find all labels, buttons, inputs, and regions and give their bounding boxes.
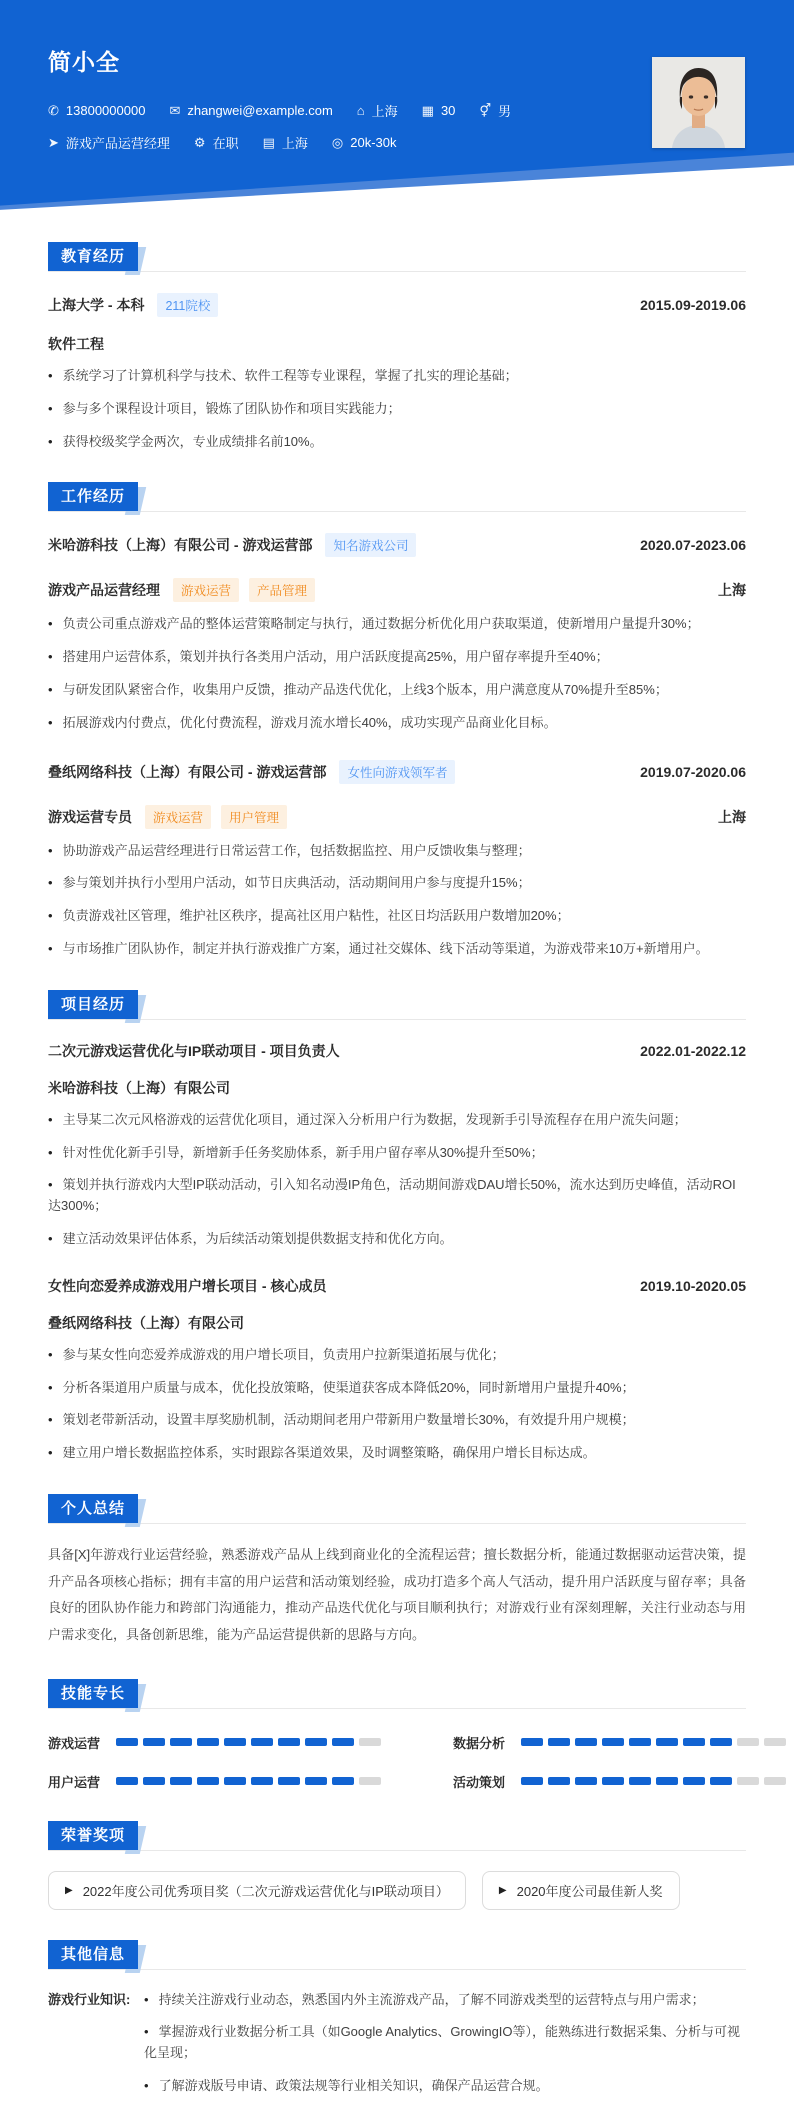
contact-row-1 xyxy=(48,101,746,120)
work-entry-1-header xyxy=(48,533,746,557)
skill-segment xyxy=(737,1738,759,1746)
skill-name: 用户运营 xyxy=(48,1774,101,1790)
bullet-item: • 负责游戏社区管理，维护社区秩序，提高社区用户粘性，社区日均活跃用户数增加20%； xyxy=(48,906,746,927)
role-tag: 用户管理 xyxy=(221,805,287,829)
email-item xyxy=(169,103,332,118)
bullet-item: • 参与多个课程设计项目，锻炼了团队协作和项目实践能力； xyxy=(48,399,746,420)
skills-grid xyxy=(48,1713,746,1791)
bullet-item: • 与市场推广团队协作，制定并执行游戏推广方案，通过社交媒体、线下活动等渠道，为游戏带来10万+新增用户。 xyxy=(48,939,746,960)
section-skills-title: 技能专长 xyxy=(48,1679,138,1708)
skill-segment xyxy=(278,1738,300,1746)
company-tag: 女性向游戏领军者 xyxy=(339,760,455,784)
bullet-item: • 策划并执行游戏内大型IP联动活动，引入知名动漫IP角色，活动期间游戏DAU增长50%，流水达到历史峰值，活动ROI达300%； xyxy=(48,1175,746,1217)
school-tag: 211院校 xyxy=(157,293,218,317)
skill-name: 数据分析 xyxy=(453,1735,506,1751)
work-date: 2020.07-2023.06 xyxy=(640,537,746,554)
work-entry-1-bullet-list xyxy=(48,614,746,733)
skill-segment xyxy=(278,1777,300,1785)
play-arrow-icon: ▶ xyxy=(65,1884,73,1896)
work-city-item xyxy=(263,133,308,152)
project-title: 女性向恋爱养成游戏用户增长项目 - 核心成员 xyxy=(48,1277,327,1294)
role-tag: 产品管理 xyxy=(249,578,315,602)
skill-level-bar xyxy=(521,1777,786,1785)
section-project-title: 项目经历 xyxy=(48,990,138,1019)
skill-level-bar xyxy=(521,1738,786,1746)
project-entry-2-header xyxy=(48,1276,746,1296)
status-icon: ⚙ xyxy=(193,135,206,150)
bullet-item: • 主导某二次元风格游戏的运营优化项目，通过深入分析用户行为数据，发现新手引导流程存在用户流失问题； xyxy=(48,1110,746,1131)
gender-icon: ⚥ xyxy=(479,103,492,118)
job-status-item xyxy=(194,133,239,152)
skill-segment xyxy=(629,1738,651,1746)
section-summary-title: 个人总结 xyxy=(48,1494,138,1523)
skill-segment xyxy=(521,1777,543,1785)
section-work-header xyxy=(48,482,746,512)
skill-level-bar xyxy=(116,1738,381,1746)
work-city-value: 上海 xyxy=(281,136,308,151)
skill-segment xyxy=(305,1777,327,1785)
salary-item xyxy=(332,135,397,150)
phone-item xyxy=(48,103,145,118)
school-name: 上海大学 - 本科 xyxy=(48,297,145,313)
section-honors-header xyxy=(48,1821,746,1851)
position-icon: ➤ xyxy=(48,135,59,150)
phone-value: 13800000000 xyxy=(65,103,146,118)
skill-row xyxy=(48,1733,381,1752)
project-date: 2022.01-2022.12 xyxy=(640,1042,746,1059)
skill-segment xyxy=(224,1738,246,1746)
bullet-item: • 分析各渠道用户质量与成本，优化投放策略，使渠道获客成本降低20%，同时新增用户量提升40%； xyxy=(48,1378,746,1399)
work-location: 上海 xyxy=(718,582,746,599)
bullet-item: • 掌握游戏行业数据分析工具（如Google Analytics、GrowingIO等），能熟练进行数据采集、分析与可视化呈现； xyxy=(144,2022,746,2064)
project-entry-2-bullet-list xyxy=(48,1345,746,1464)
skill-row xyxy=(453,1772,786,1791)
honor-text: 2022年度公司优秀项目奖（二次元游戏运营优化与IP联动项目） xyxy=(82,1883,449,1899)
bullet-item: • 参与策划并执行小型用户活动，如节日庆典活动，活动期间用户参与度提升15%； xyxy=(48,873,746,894)
bullet-item: • 针对性优化新手引导，新增新手任务奖励体系，新手用户留存率从30%提升至50%； xyxy=(48,1143,746,1164)
section-education-header xyxy=(48,242,746,272)
skill-segment xyxy=(251,1738,273,1746)
phone-icon: ✆ xyxy=(48,103,59,118)
role-tag: 游戏运营 xyxy=(173,578,239,602)
salary-value: 20k-30k xyxy=(350,135,397,150)
skill-row xyxy=(453,1733,786,1752)
skill-segment xyxy=(629,1777,651,1785)
skill-segment xyxy=(359,1738,381,1746)
skill-segment xyxy=(143,1738,165,1746)
honors-row xyxy=(48,1871,746,1910)
project-company: 米哈游科技（上海）有限公司 xyxy=(48,1079,230,1096)
bullet-item: • 搭建用户运营体系，策划并执行各类用户活动，用户活跃度提高25%，用户留存率提升至40%； xyxy=(48,647,746,668)
skill-name: 活动策划 xyxy=(453,1774,506,1790)
other-info-bullet-list xyxy=(144,1990,746,2097)
skill-segment xyxy=(332,1738,354,1746)
resume-body xyxy=(0,242,794,2123)
skill-segment xyxy=(332,1777,354,1785)
gender-value: 男 xyxy=(498,104,512,119)
project-company: 叠纸网络科技（上海）有限公司 xyxy=(48,1314,244,1331)
skill-segment xyxy=(359,1777,381,1785)
project-entry-1-bullet-list xyxy=(48,1110,746,1250)
work-location: 上海 xyxy=(718,808,746,825)
bullet-item: • 持续关注游戏行业动态，熟悉国内外主流游戏产品，了解不同游戏类型的运营特点与用户需求； xyxy=(144,1990,746,2011)
job-status-value: 在职 xyxy=(212,136,239,151)
work-entry-2-header xyxy=(48,760,746,784)
work-entry-1-role-row xyxy=(48,578,746,602)
section-honors-title: 荣誉奖项 xyxy=(48,1821,138,1850)
skill-segment xyxy=(116,1777,138,1785)
hero-header xyxy=(0,0,794,212)
education-major: 软件工程 xyxy=(48,336,104,352)
honor-card xyxy=(48,1871,466,1910)
bullet-item: • 系统学习了计算机科学与技术、软件工程等专业课程，掌握了扎实的理论基础； xyxy=(48,366,746,387)
gender-item xyxy=(479,101,511,120)
skill-segment xyxy=(683,1777,705,1785)
other-info-block xyxy=(48,1990,746,2097)
role-tag: 游戏运营 xyxy=(145,805,211,829)
company-name: 米哈游科技（上海）有限公司 - 游戏运营部 xyxy=(48,537,313,554)
building-icon: ▤ xyxy=(262,135,275,150)
skill-segment xyxy=(602,1777,624,1785)
skill-segment xyxy=(197,1777,219,1785)
bullet-item: • 了解游戏版号申请、政策法规等行业相关知识，确保产品运营合规。 xyxy=(144,2076,746,2097)
honor-text: 2020年度公司最佳新人奖 xyxy=(516,1883,663,1899)
home-city-value: 上海 xyxy=(371,104,398,119)
company-tag: 知名游戏公司 xyxy=(325,533,416,557)
email-icon: ✉ xyxy=(169,103,181,118)
skill-segment xyxy=(656,1738,678,1746)
role-title: 游戏运营专员 xyxy=(48,808,132,825)
skill-segment xyxy=(764,1777,786,1785)
salary-icon: ◎ xyxy=(331,135,344,150)
skill-segment xyxy=(656,1777,678,1785)
skill-segment xyxy=(548,1738,570,1746)
skill-segment xyxy=(710,1777,732,1785)
skill-segment xyxy=(224,1777,246,1785)
skill-segment xyxy=(170,1738,192,1746)
home-icon: ⌂ xyxy=(356,103,365,118)
email-value: zhangwei@example.com xyxy=(187,103,333,118)
bullet-item: • 与研发团队紧密合作，收集用户反馈，推动产品迭代优化，上线3个版本，用户满意度从70%提升至85%； xyxy=(48,680,746,701)
skill-segment xyxy=(548,1777,570,1785)
section-other-header xyxy=(48,1940,746,1970)
skill-segment xyxy=(764,1738,786,1746)
contact-row-2 xyxy=(48,133,746,152)
project-date: 2019.10-2020.05 xyxy=(640,1277,746,1294)
project-entry-1-header xyxy=(48,1041,746,1061)
summary-paragraph: 具备[X]年游戏行业运营经验，熟悉游戏产品从上线到商业化的全流程运营；擅长数据分析，能通过数据驱动运营决策，提升产品各项核心指标；拥有丰富的用户运营和活动策划经验，成功打造多个高人气活动，提升用户活跃度与留存率；具备良好的团队协作能力和跨部门沟通能力，推动产品迭代优化与项目顺利执行；对游戏行业有深刻理解，关注行业动态与用户需求变化，具备创新思维，能为产品运营提供新的思路与方向。 xyxy=(48,1546,746,1642)
work-entry-2-role-row xyxy=(48,805,746,829)
skill-segment xyxy=(710,1738,732,1746)
skill-segment xyxy=(116,1738,138,1746)
target-position-value: 游戏产品运营经理 xyxy=(65,136,170,151)
bullet-item: • 建立用户增长数据监控体系，实时跟踪各渠道效果，及时调整策略，确保用户增长目标达成。 xyxy=(48,1443,746,1464)
bullet-item: • 负责公司重点游戏产品的整体运营策略制定与执行，通过数据分析优化用户获取渠道，使新增用户量提升30%； xyxy=(48,614,746,635)
candidate-name: 简小全 xyxy=(48,49,120,75)
skill-segment xyxy=(197,1738,219,1746)
section-project-header xyxy=(48,990,746,1020)
education-entry-header xyxy=(48,293,746,317)
skill-segment xyxy=(521,1738,543,1746)
profile-photo xyxy=(652,57,745,148)
bullet-item: • 建立活动效果评估体系，为后续活动策划提供数据支持和优化方向。 xyxy=(48,1229,746,1250)
skill-segment xyxy=(143,1777,165,1785)
role-title: 游戏产品运营经理 xyxy=(48,582,160,599)
skill-segment xyxy=(575,1738,597,1746)
project-title: 二次元游戏运营优化与IP联动项目 - 项目负责人 xyxy=(48,1042,340,1059)
bullet-item: • 获得校级奖学金两次，专业成绩排名前10%。 xyxy=(48,432,746,453)
bullet-item: • 策划老带新活动，设置丰厚奖励机制，活动期间老用户带新用户数量增长30%，有效提升用户规模； xyxy=(48,1410,746,1431)
skill-segment xyxy=(683,1738,705,1746)
education-date: 2015.09-2019.06 xyxy=(640,297,746,313)
section-skills-header xyxy=(48,1679,746,1709)
age-icon: ▦ xyxy=(421,103,434,118)
work-date: 2019.07-2020.06 xyxy=(640,763,746,780)
section-summary-header xyxy=(48,1494,746,1524)
target-position-item xyxy=(48,133,170,152)
skill-row xyxy=(48,1772,381,1791)
age-value: 30 xyxy=(440,103,456,118)
company-name: 叠纸网络科技（上海）有限公司 - 游戏运营部 xyxy=(48,763,327,780)
skill-segment xyxy=(251,1777,273,1785)
education-bullet-list xyxy=(48,366,746,452)
bullet-item: • 拓展游戏内付费点，优化付费流程，游戏月流水增长40%，成功实现产品商业化目标。 xyxy=(48,713,746,734)
other-info-label: 游戏行业知识: xyxy=(48,1991,131,2007)
bullet-item: • 参与某女性向恋爱养成游戏的用户增长项目，负责用户拉新渠道拓展与优化； xyxy=(48,1345,746,1366)
honor-card xyxy=(482,1871,680,1910)
skill-segment xyxy=(575,1777,597,1785)
skill-segment xyxy=(602,1738,624,1746)
play-arrow-icon: ▶ xyxy=(498,1884,507,1896)
age-item xyxy=(422,103,456,118)
skill-segment xyxy=(305,1738,327,1746)
section-work-title: 工作经历 xyxy=(48,482,138,511)
work-entry-2-bullet-list xyxy=(48,841,746,960)
skill-name: 游戏运营 xyxy=(48,1735,101,1751)
skill-level-bar xyxy=(116,1777,381,1785)
bullet-item: • 协助游戏产品运营经理进行日常运营工作，包括数据监控、用户反馈收集与整理； xyxy=(48,841,746,862)
skill-segment xyxy=(170,1777,192,1785)
home-city-item xyxy=(357,101,398,120)
section-education-title: 教育经历 xyxy=(48,242,138,271)
skill-segment xyxy=(737,1777,759,1785)
section-other-title: 其他信息 xyxy=(48,1940,138,1969)
